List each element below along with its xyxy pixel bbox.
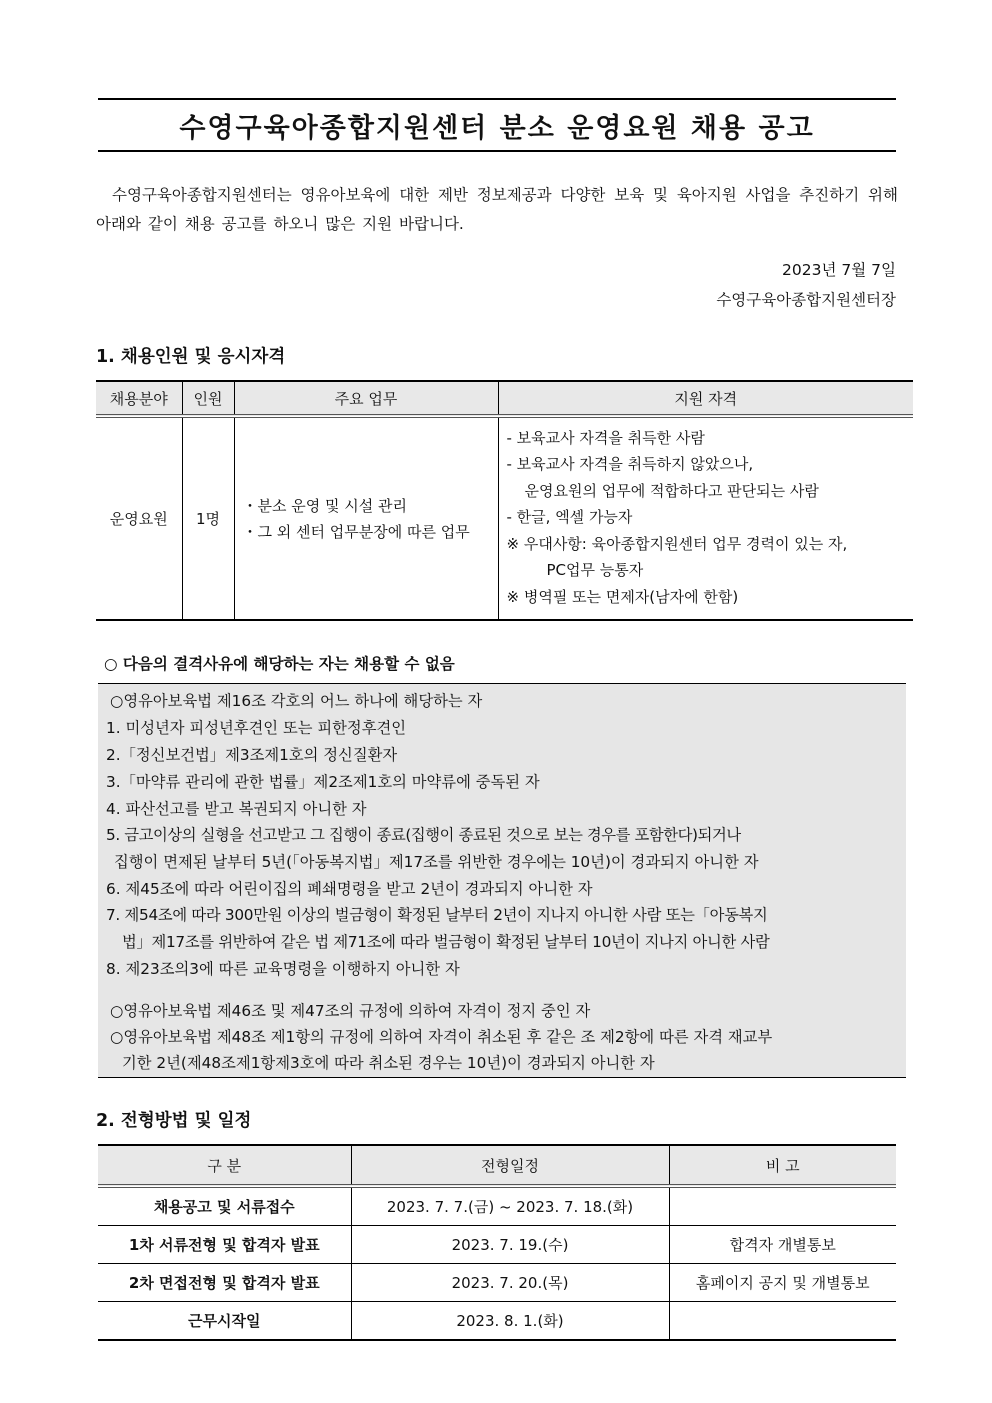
header-category: 구 분 [98,1145,351,1186]
section1-title: 1. 채용인원 및 응시자격 [96,347,286,367]
schedule-table [98,1144,896,1341]
qualification-item: - 보육교사 자격을 취득한 사람 [506,428,705,447]
table-header-row [96,381,913,416]
disqualification-line: 3.「마약류 관리에 관한 법률」제2조제1호의 마약류에 중독된 자 [106,773,540,791]
table-row [98,1186,896,1226]
disqualification-line: 7. 제54조에 따라 300만원 이상의 벌금형이 확정된 날부터 2년이 지나지 아니한 사람 또는「아동복지 [106,906,768,924]
disqualification-line: 5. 금고이상의 실형을 선고받고 그 집행이 종료(집행이 종료된 것으로 보는 경우를 포함한다)되거나 [106,826,741,844]
count-cell: 1명 [182,416,234,620]
schedule-remark [669,1186,896,1226]
disqualification-line: 6. 제45조에 따라 어린이집의 폐쇄명령을 받고 2년이 경과되지 아니한 자 [106,880,593,898]
schedule-remark: 합격자 개별통보 [669,1226,896,1264]
disqualification-line: 4. 파산선고를 받고 복권되지 아니한 자 [106,800,367,818]
disqualification-line: 2.「정신보건법」제3조제1호의 정신질환자 [106,746,398,764]
disqualification-line: 집행이 면제된 날부터 5년(「아동복지법」제17조를 위반한 경우에는 10년)이 경과되지 아니한 자 [114,853,759,871]
disqualification-line: ○영유아보육법 제48조 제1항의 규정에 의하여 자격이 취소된 후 같은 조 제2항에 따른 자격 재교부 [110,1028,773,1046]
qualification-item: - 보육교사 자격을 취득하지 않았으나, [506,455,754,474]
duty-item: ・분소 운영 및 시설 관리 [242,496,407,515]
disqualification-line: 법」제17조를 위반하여 같은 법 제71조에 따라 벌금형이 확정된 날부터 10년이 지나지 아니한 사람 [122,933,770,951]
qualification-item: - 한글, 엑셀 가능자 [506,508,633,527]
qualification-item: PC업무 능통자 [546,561,644,580]
qualifications-cell [498,416,913,620]
table-row [98,1264,896,1302]
header-schedule: 전형일정 [351,1145,669,1186]
recruitment-table [96,380,913,621]
schedule-date: 2023. 8. 1.(화) [351,1302,669,1341]
disqualification-line: ○영유아보육법 제46조 및 제47조의 규정에 의하여 자격이 정지 중인 자 [110,1002,591,1020]
disqualification-line: 1. 미성년자 피성년후견인 또는 피한정후견인 [106,719,407,737]
schedule-category: 2차 면접전형 및 합격자 발표 [98,1264,351,1302]
table-row [96,416,913,620]
header-duties: 주요 업무 [234,381,498,416]
title-box [98,98,896,152]
schedule-category: 채용공고 및 서류접수 [98,1186,351,1226]
announcement-date: 2023년 7월 7일 [782,261,896,279]
schedule-date: 2023. 7. 7.(금) ~ 2023. 7. 18.(화) [351,1186,669,1226]
disqualification-line: ○영유아보육법 제16조 각호의 어느 하나에 해당하는 자 [110,692,483,710]
schedule-remark: 홈페이지 공지 및 개별통보 [669,1264,896,1302]
header-count: 인원 [182,381,234,416]
table-header-row [98,1145,896,1186]
disqualification-line: 기한 2년(제48조제1항제3호에 따라 취소된 경우는 10년)이 경과되지 아니한 자 [122,1054,655,1072]
qualification-item: ※ 우대사항: 육아종합지원센터 업무 경력이 있는 자, [506,534,848,553]
disqualification-box [98,683,906,1078]
table-row [98,1302,896,1341]
qualification-item: 운영요원의 업무에 적합하다고 판단되는 사람 [524,481,819,500]
schedule-date: 2023. 7. 20.(목) [351,1264,669,1302]
qualification-item: ※ 병역필 또는 면제자(남자에 한함) [506,587,739,606]
schedule-category: 근무시작일 [98,1302,351,1341]
header-field: 채용분야 [96,381,182,416]
schedule-remark [669,1302,896,1341]
issuer: 수영구육아종합지원센터장 [716,291,896,309]
intro-paragraph: 수영구육아종합지원센터는 영유아보육에 대한 제반 정보제공과 다양한 보육 및 육아지원 사업을 추진하기 위해 아래와 같이 채용 공고를 하오니 많은 지원 바랍니다. [96,186,898,233]
section2-title: 2. 전형방법 및 일정 [96,1111,252,1131]
disqualification-line: 8. 제23조의3에 따른 교육명령을 이행하지 아니한 자 [106,960,460,978]
duties-cell [234,416,498,620]
duty-item: ・그 외 센터 업무분장에 따른 업무 [242,522,470,541]
header-qualifications: 지원 자격 [498,381,913,416]
schedule-category: 1차 서류전형 및 합격자 발표 [98,1226,351,1264]
header-remarks: 비 고 [669,1145,896,1186]
table-row [98,1226,896,1264]
schedule-date: 2023. 7. 19.(수) [351,1226,669,1264]
disqualification-heading: ○ 다음의 결격사유에 해당하는 자는 채용할 수 없음 [104,655,455,673]
field-cell: 운영요원 [96,416,182,620]
page-title: 수영구육아종합지원센터 분소 운영요원 채용 공고 [179,112,815,144]
